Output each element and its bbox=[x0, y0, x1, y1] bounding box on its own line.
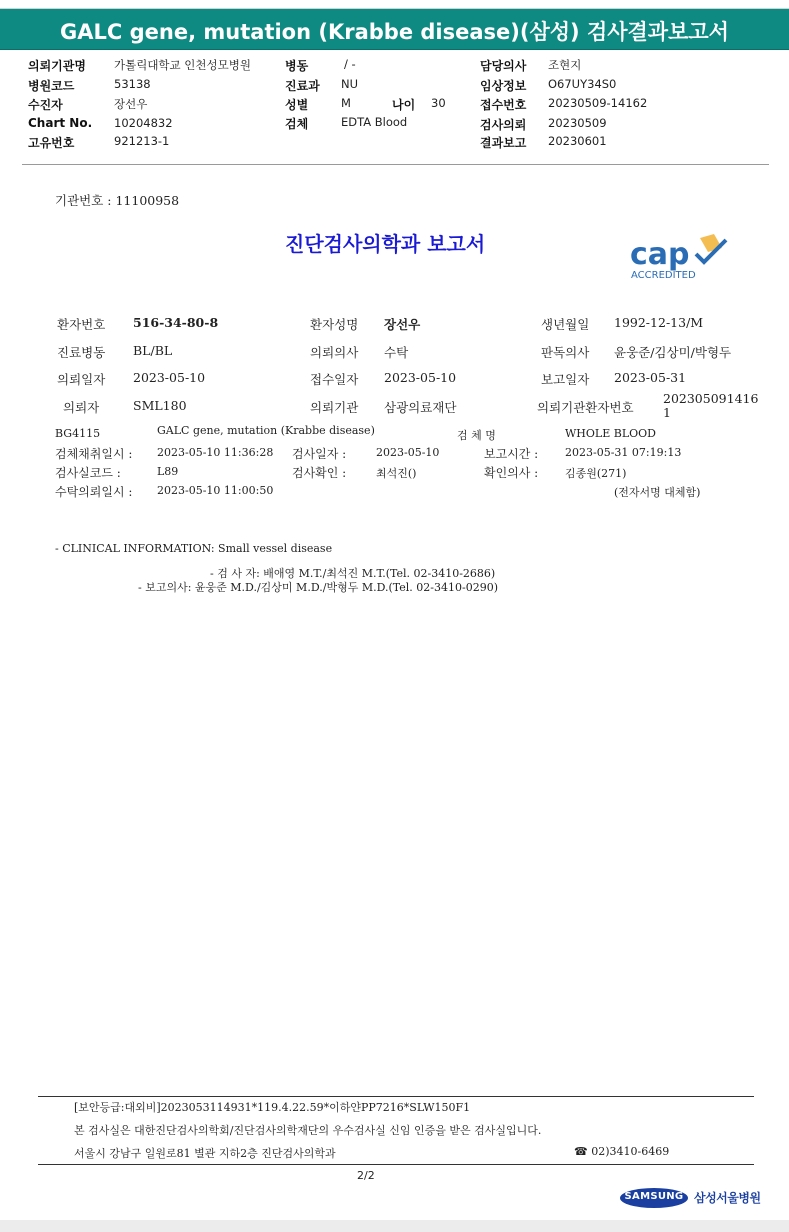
value-report-date: 2023-05-31 bbox=[614, 370, 687, 385]
label-hospital-code: 병원코드 bbox=[28, 79, 75, 93]
value-req-doctor: 수탁 bbox=[384, 345, 409, 360]
cap-accredited-logo bbox=[626, 232, 736, 286]
label-patient-no: 환자번호 bbox=[57, 317, 106, 332]
value-test-confirm: 최석진() bbox=[376, 467, 417, 480]
value-sex: M bbox=[341, 96, 351, 110]
label-test-confirm: 검사확인 : bbox=[292, 466, 347, 480]
examiner-line: - 검 사 자: 배애영 M.T./최석진 M.T.(Tel. 02-3410-2686) bbox=[210, 567, 496, 580]
label-dob: 생년월일 bbox=[541, 317, 590, 332]
cap-logo-text: cap bbox=[630, 237, 690, 272]
value-patient-no: 516-34-80-8 bbox=[133, 315, 219, 330]
value-lab-code: L89 bbox=[157, 465, 179, 478]
label-requesting-institution: 의뢰기관명 bbox=[28, 59, 86, 73]
value-req-date: 2023-05-10 bbox=[133, 370, 206, 385]
label-sex: 성별 bbox=[285, 98, 309, 112]
value-examinee: 장선우 bbox=[114, 97, 148, 111]
label-report-date: 보고일자 bbox=[541, 372, 590, 387]
value-recv-date: 2023-05-10 bbox=[384, 370, 457, 385]
label-req-inst: 의뢰기관 bbox=[310, 400, 359, 415]
label-req-date: 의뢰일자 bbox=[57, 372, 106, 387]
institution-number: 기관번호 : 11100958 bbox=[55, 193, 180, 208]
label-req-doctor: 의뢰의사 bbox=[310, 345, 359, 360]
certification-line: 본 검사실은 대한진단검사의학회/진단검사의학재단의 우수검사실 신임 인증을 받은 검사실입니다. bbox=[74, 1124, 542, 1137]
label-test-request: 검사의뢰 bbox=[480, 118, 527, 132]
value-test-request: 20230509 bbox=[548, 116, 607, 130]
label-patient-name: 환자성명 bbox=[310, 317, 359, 332]
cap-logo-subtext: ACCREDITED bbox=[631, 270, 696, 281]
cap-logo-icon bbox=[626, 232, 736, 286]
label-age: 나이 bbox=[392, 98, 416, 112]
value-collect-time: 2023-05-10 11:36:28 bbox=[157, 446, 274, 459]
value-dob: 1992-12-13/M bbox=[614, 315, 704, 330]
label-lab-code: 검사실코드 : bbox=[55, 466, 121, 480]
document-title: GALC gene, mutation (Krabbe disease)(삼성) 검사결과보고서 bbox=[60, 20, 729, 44]
value-specimen: EDTA Blood bbox=[341, 115, 408, 129]
value-reading-doctor: 윤웅준/김상미/박형두 bbox=[614, 345, 732, 360]
footer-divider-bottom bbox=[38, 1164, 754, 1165]
value-requester: SML180 bbox=[133, 398, 187, 413]
label-result-report: 결과보고 bbox=[480, 136, 527, 150]
value-req-inst-patient-no-1: 202305091416 bbox=[663, 391, 759, 406]
value-consign-time: 2023-05-10 11:00:50 bbox=[157, 484, 274, 497]
label-specimen: 검체 bbox=[285, 117, 309, 131]
label-reading-doctor: 판독의사 bbox=[541, 345, 590, 360]
phone-line: ☎ 02)3410-6469 bbox=[574, 1145, 670, 1158]
value-report-time: 2023-05-31 07:19:13 bbox=[565, 446, 682, 459]
label-requester: 의뢰자 bbox=[63, 400, 100, 415]
label-clinical-info: 임상정보 bbox=[480, 79, 527, 93]
label-req-inst-patient-no: 의뢰기관환자번호 bbox=[537, 400, 634, 415]
reporter-line: - 보고의사: 윤웅준 M.D./김상미 M.D./박형두 M.D.(Tel. 02-3410-0290) bbox=[138, 581, 499, 594]
label-confirm-doctor: 확인의사 : bbox=[484, 466, 539, 480]
value-hospital-code: 53138 bbox=[114, 77, 151, 91]
clinical-information: - CLINICAL INFORMATION: Small vessel disease bbox=[55, 542, 333, 555]
label-recv-date: 접수일자 bbox=[310, 372, 359, 387]
value-reception-no: 20230509-14162 bbox=[548, 96, 648, 110]
value-specimen-name: WHOLE BLOOD bbox=[565, 427, 656, 440]
value-req-inst-patient-no-2: 1 bbox=[663, 405, 671, 420]
label-consign-time: 수탁의뢰일시 : bbox=[55, 485, 133, 499]
value-unique-no: 921213-1 bbox=[114, 134, 170, 148]
samsung-logo bbox=[620, 1188, 688, 1208]
value-requesting-institution: 가톨릭대학교 인천성모병원 bbox=[114, 58, 251, 72]
label-collect-time: 검체채취일시 : bbox=[55, 447, 133, 461]
hospital-name: 삼성서울병원 bbox=[694, 1191, 761, 1205]
value-doctor: 조현지 bbox=[548, 58, 582, 72]
test-name: GALC gene, mutation (Krabbe disease) bbox=[157, 424, 375, 437]
bottom-strip bbox=[0, 1220, 789, 1232]
label-unique-no: 고유번호 bbox=[28, 136, 75, 150]
title-bar bbox=[0, 8, 789, 50]
page-number: 2/2 bbox=[357, 1169, 375, 1182]
address-line: 서울시 강남구 일원로81 별관 지하2층 진단검사의학과 bbox=[74, 1147, 336, 1160]
label-reception-no: 접수번호 bbox=[480, 98, 527, 112]
value-patient-name: 장선우 bbox=[384, 317, 421, 332]
footer-divider-top bbox=[38, 1096, 754, 1097]
esign-note: (전자서명 대체함) bbox=[614, 486, 701, 499]
label-test-date: 검사일자 : bbox=[292, 447, 347, 461]
label-report-time: 보고시간 : bbox=[484, 447, 539, 461]
test-code: BG4115 bbox=[55, 427, 101, 440]
value-department: NU bbox=[341, 77, 359, 91]
header-divider bbox=[22, 164, 769, 165]
label-ward-report: 진료병동 bbox=[57, 345, 106, 360]
value-ward: / - bbox=[344, 57, 356, 71]
label-specimen-name: 검 체 명 bbox=[457, 429, 496, 442]
report-title: 진단검사의학과 보고서 bbox=[285, 232, 486, 256]
label-ward: 병동 bbox=[285, 59, 309, 73]
label-examinee: 수진자 bbox=[28, 98, 63, 112]
label-chart-no: Chart No. bbox=[28, 116, 93, 130]
label-doctor: 담당의사 bbox=[480, 59, 527, 73]
value-chart-no: 10204832 bbox=[114, 116, 173, 130]
value-result-report: 20230601 bbox=[548, 134, 607, 148]
value-age: 30 bbox=[431, 96, 446, 110]
value-test-date: 2023-05-10 bbox=[376, 446, 440, 459]
samsung-logo-text: SAMSUNG bbox=[624, 1191, 684, 1202]
security-line: [보안등급:대외비]2023053114931*119.4.22.59*이하얀PP7216*SLW150F1 bbox=[74, 1101, 471, 1114]
value-ward-report: BL/BL bbox=[133, 343, 173, 358]
value-clinical-info: O67UY34S0 bbox=[548, 77, 617, 91]
value-req-inst: 삼광의료재단 bbox=[384, 400, 457, 415]
label-department: 진료과 bbox=[285, 79, 320, 93]
value-confirm-doctor: 김종원(271) bbox=[565, 467, 627, 480]
